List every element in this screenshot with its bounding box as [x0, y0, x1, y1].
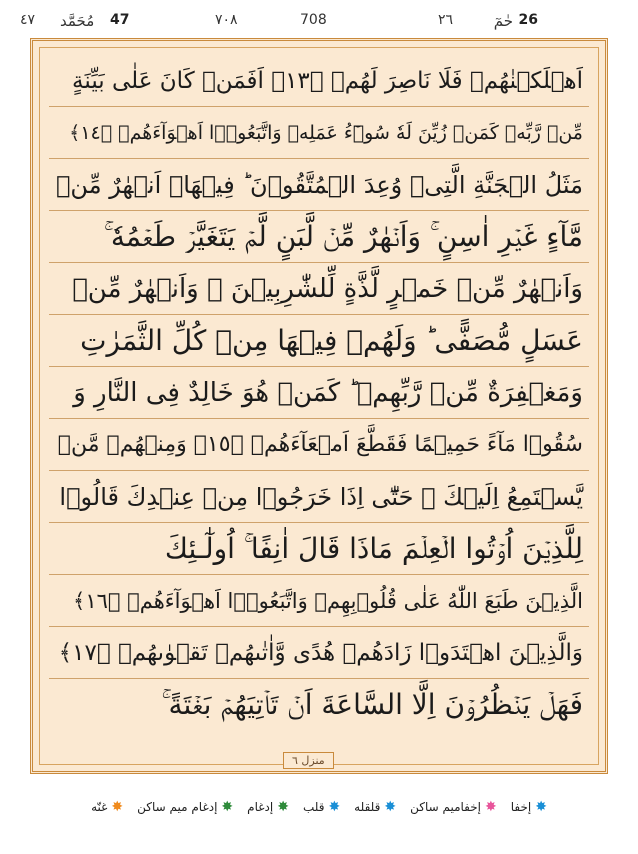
verse-line	[49, 55, 589, 107]
star-icon: ✸	[328, 799, 341, 815]
legend-label: إدغام	[247, 800, 274, 814]
verse-line	[49, 471, 589, 523]
manzil-label: منزل ٦	[283, 752, 334, 769]
verse-line	[49, 263, 589, 315]
verse-line	[49, 107, 589, 159]
verse-line-text: وَمَغۡفِرَةٌ مِّنۡ رَّبِّهِمۡ ؕ كَمَنۡ هُوَ خَالِدٌ فِى النَّارِ وَ	[73, 377, 583, 408]
legend-item	[247, 799, 289, 815]
legend-label: إدغام ميم ساكن	[137, 800, 218, 814]
left-surah-name: مُحَمَّد	[60, 12, 95, 30]
verse-line-text: الَّذِيۡنَ طَبَعَ اللّٰهُ عَلٰى قُلُوۡبِهِمۡ وَاتَّبَعُوۡۤا اَهۡوَآءَهُمۡ ﴿١٦﴾	[73, 588, 583, 613]
verse-line	[49, 627, 589, 679]
star-icon: ✸	[384, 799, 397, 815]
legend-label: غنّه	[91, 800, 108, 814]
verse-line	[49, 367, 589, 419]
legend-label: إخفاميم ساكن	[410, 800, 481, 814]
legend-item	[137, 799, 233, 815]
legend-item	[91, 799, 123, 815]
verse-line-text: سُقُوۡا مَآءً حَمِيۡمًا فَقَطَّعَ اَمۡعَآءَهُمۡ ﴿١٥﴾ وَمِنۡهُمۡ مَّنۡ	[57, 432, 583, 457]
tajweed-legend	[0, 792, 638, 822]
legend-label: إخفا	[510, 800, 532, 814]
verse-line-text: فَهَلۡ يَنۡظُرُوۡنَ اِلَّا السَّاعَةَ اَنۡ تَاۡتِيَهُمۡ بَغۡتَةً ۚ	[161, 688, 583, 721]
verse-line-text: مَثَلُ الۡجَنَّةِ الَّتِىۡ وُعِدَ الۡمُتَّقُوۡنَ ؕ فِيۡهَاۤ اَنۡهٰرٌ مِّنۡ	[56, 170, 583, 199]
star-icon: ✸	[535, 799, 547, 815]
star-icon: ✸	[221, 799, 234, 815]
verse-line	[49, 575, 589, 627]
verse-line-text: اَهۡلَكۡنٰهُمۡ فَلَا نَاصِرَ لَهُمۡ ﴿١٣﴾ اَفَمَنۡ كَانَ عَلٰى بَيِّنَةٍ	[72, 67, 583, 94]
legend-item	[303, 799, 340, 815]
verse-line-text: عَسَلٍ مُّصَفًّى ؕ وَلَهُمۡ فِيۡهَا مِنۡ كُلِّ الثَّمَرٰتِ	[80, 324, 583, 357]
legend-item	[410, 799, 497, 815]
legend-item	[511, 799, 547, 815]
legend-item	[354, 799, 396, 815]
center-page-number: 708	[300, 12, 327, 28]
right-page-number: 26	[518, 12, 538, 28]
verse-line-text: مَّآءٍ غَيۡرِ اٰسِنٍ ۚ وَاَنۡهٰرٌ مِّنۡ لَّبَنٍ لَّمۡ يَتَغَيَّرۡ طَعۡمُهٗ ۚ	[103, 219, 583, 253]
verse-line-text: وَاَنۡهٰرٌ مِّنۡ خَمۡرٍ لَّذَّةٍ لِّلشّٰرِبِيۡنَ ۚ وَاَنۡهٰرٌ مِّنۡ	[72, 273, 583, 304]
verse-line-text: وَالَّذِيۡنَ اهۡتَدَوۡا زَادَهُمۡ هُدًى وَّاٰتٰٮهُمۡ تَقۡوٰٮهُمۡ ﴿١٧﴾	[58, 639, 583, 666]
verse-line	[49, 679, 589, 731]
right-arabic-page-number: ٢٦	[437, 12, 453, 28]
legend-label: قلب	[302, 800, 325, 814]
left-page-number: 47	[110, 12, 130, 28]
star-icon: ✸	[277, 799, 289, 815]
verse-line	[49, 419, 589, 471]
quran-page-frame	[30, 38, 608, 774]
verse-lines	[49, 55, 589, 745]
verse-line-text: لِلَّذِيۡنَ اُوۡتُوا الۡعِلۡمَ مَاذَا قَالَ اٰنِفًا ۚ اُولٰٓـئِكَ	[164, 531, 583, 565]
verse-line	[49, 523, 589, 575]
verse-line-text: مِّنۡ رَّبِّهٖ كَمَنۡ زُيِّنَ لَهٗ سُوۡٓءُ عَمَلِهٖ وَاتَّبَعُوۡۤا اَهۡوَآءَهُمۡ ﴿١٤﴾	[69, 121, 583, 144]
star-icon: ✸	[484, 799, 497, 815]
verse-line	[49, 211, 589, 263]
verse-line	[49, 315, 589, 367]
star-icon: ✸	[111, 799, 124, 815]
page-header	[0, 0, 638, 36]
left-arabic-page-number: ٤٧	[20, 12, 36, 28]
right-surah-name: حٰمٓ	[493, 12, 513, 30]
verse-line	[49, 159, 589, 211]
center-arabic-page-number: ٧٠٨	[215, 12, 238, 28]
verse-line-text: يَّسۡتَمِعُ اِلَيۡكَ ۚ حَتّٰٓى اِذَا خَرَجُوۡا مِنۡ عِنۡدِكَ قَالُوۡا	[59, 482, 583, 511]
legend-label: قلقله	[354, 800, 381, 814]
